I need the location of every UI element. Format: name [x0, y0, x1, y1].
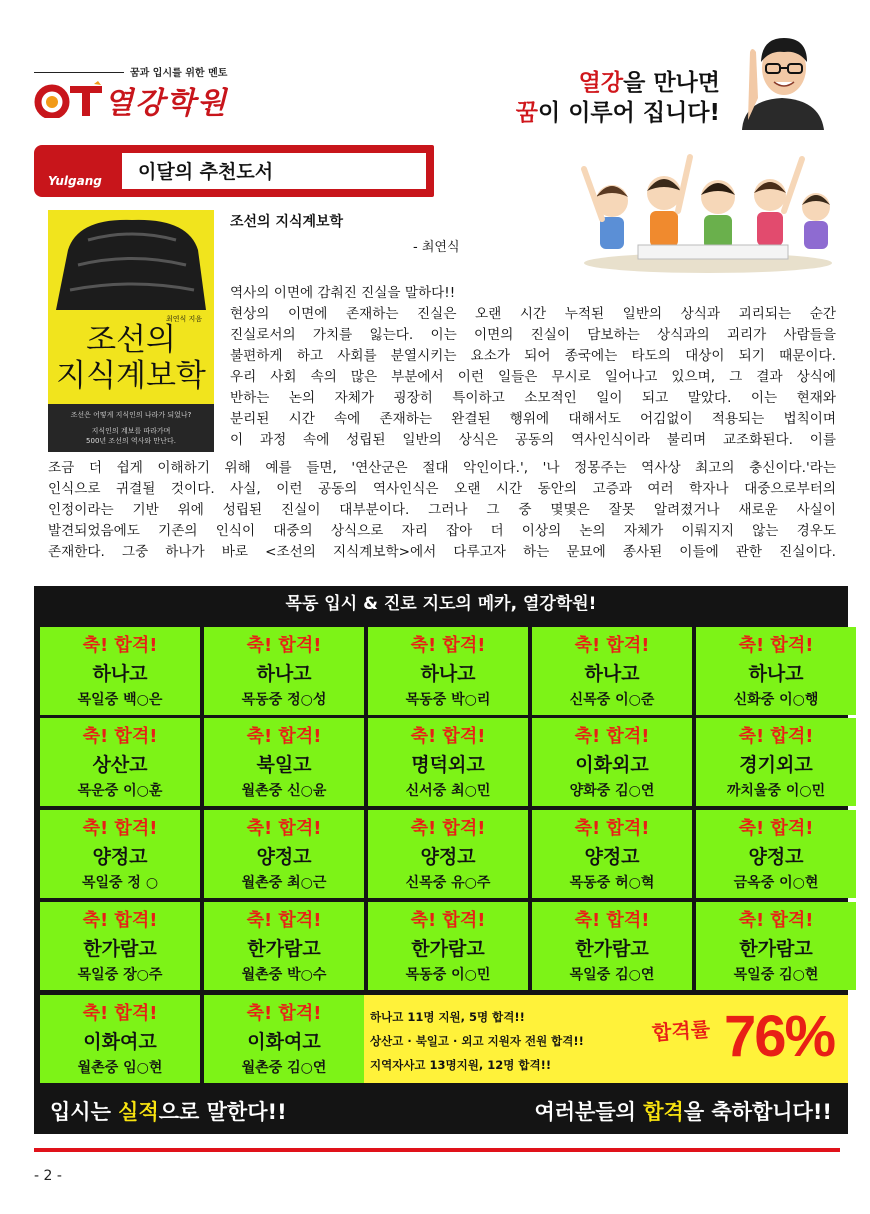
result-card-congrats: 축! 합격!: [738, 726, 814, 747]
result-card-congrats: 축! 합격!: [410, 726, 486, 747]
result-card-school: 한가람고: [739, 938, 813, 960]
footer-right-highlight: 합격: [643, 1100, 684, 1124]
result-card-congrats: 축! 합격!: [410, 635, 486, 656]
students-illustration: [578, 145, 838, 273]
summary-line-3: 지역자사고 13명지원, 12명 합격!!: [370, 1058, 552, 1072]
admission-results-banner: [34, 586, 848, 1134]
results-summary: [364, 995, 848, 1083]
academy-logo-icon: [34, 80, 104, 118]
result-card-school: 양정고: [256, 846, 312, 868]
result-card-school: 한가람고: [575, 938, 649, 960]
footer-left-highlight: 실적: [118, 1100, 159, 1124]
article-line: 현상의 이면에 존재하는 진실은 오랜 시간 누적된 일반의 상식과 괴리되는 순간: [230, 306, 836, 322]
article-line: 반하는 논의 자체가 굉장히 특이하고 소모적인 일이 되고 말았다. 이는 현재와: [230, 390, 836, 406]
result-card-school: 한가람고: [411, 938, 485, 960]
result-card-school: 상산고: [92, 754, 148, 776]
footer-left-part-1: 입시는: [50, 1100, 119, 1124]
pass-rate-label: 합격률: [651, 1017, 711, 1045]
book-cover-desc-2: 500년 조선의 역사와 만난다.: [86, 437, 176, 445]
article-headline: 역사의 이면에 감춰진 진실을 말하다!!: [230, 285, 456, 301]
section-title-bar: [34, 145, 434, 197]
banner-footer-left: [50, 1096, 287, 1126]
section-title: 이달의 추천도서: [138, 161, 274, 183]
result-card: [696, 810, 856, 898]
result-card: [40, 627, 200, 715]
result-card-congrats: 축! 합격!: [246, 726, 322, 747]
result-card-congrats: 축! 합격!: [246, 1003, 322, 1024]
article-line: 발견되었음에도 기존의 인식이 대중의 상식으로 자리 잡아 더 이상의 논의 자체가 이뤄지지 않는 경우도: [48, 523, 836, 539]
result-card-school: 하나고: [420, 663, 476, 685]
result-card-student: 목동중 정○성: [241, 692, 327, 708]
book-author: - 최연식: [413, 240, 460, 255]
result-card-student: 월촌중 최○근: [241, 875, 327, 891]
title-bar-brand: Yulgang: [48, 174, 102, 188]
banner-title: 목동 입시 & 진로 지도의 메카, 열강학원!: [285, 594, 597, 614]
result-card-congrats: 축! 합격!: [410, 818, 486, 839]
result-card: [368, 810, 528, 898]
tagline: 꿈과 입시를 위한 멘토: [130, 68, 228, 79]
result-card-student: 신화중 이○행: [733, 692, 819, 708]
result-card-student: 월촌중 박○수: [241, 967, 327, 983]
result-card: [204, 810, 364, 898]
page-header: [0, 0, 870, 140]
article-narrow-block: [230, 304, 836, 451]
tagline-divider: [34, 72, 124, 73]
result-card-congrats: 축! 합격!: [738, 818, 814, 839]
slogan-text-1: 을 만나면: [623, 70, 720, 96]
article-headline-block: [230, 283, 836, 304]
result-card-school: 명덕외고: [411, 754, 485, 776]
result-card-congrats: 축! 합격!: [82, 726, 158, 747]
result-card: [532, 718, 692, 806]
result-card: [40, 902, 200, 990]
article-line: 진실로서의 가치를 잃는다. 이는 이면의 진실이 담보하는 상식과의 괴리가 사람들을: [230, 327, 836, 343]
result-card: [40, 995, 200, 1083]
result-card-congrats: 축! 합격!: [574, 910, 650, 931]
banner-footer-right: [534, 1096, 832, 1126]
result-card: [204, 902, 364, 990]
result-card-student: 신목중 이○준: [569, 692, 655, 708]
result-card: [368, 718, 528, 806]
result-card-student: 월촌중 임○현: [77, 1060, 163, 1076]
result-card-school: 한가람고: [83, 938, 157, 960]
result-card: [696, 902, 856, 990]
result-card-school: 하나고: [748, 663, 804, 685]
result-card: [368, 627, 528, 715]
article-line: 이 과정 속에 성립된 일반의 상식은 공동의 역사인식이라 불리며 교조화된다. 이를: [230, 432, 836, 448]
book-cover-footer: [48, 404, 214, 452]
result-card: [204, 627, 364, 715]
result-card-student: 목일중 김○현: [733, 967, 819, 983]
result-card-congrats: 축! 합격!: [246, 635, 322, 656]
result-card: [696, 718, 856, 806]
footer-right-part-1: 여러분들의: [534, 1100, 644, 1124]
result-card: [204, 718, 364, 806]
result-card-congrats: 축! 합격!: [82, 1003, 158, 1024]
logo-text: 열강학원: [104, 86, 228, 121]
slogan-highlight-2: 꿈: [515, 100, 538, 126]
result-card-student: 양화중 김○연: [569, 783, 655, 799]
article-wide-block: [48, 458, 836, 563]
result-card-student: 월촌중 신○윤: [241, 783, 327, 799]
slogan-highlight-1: 열강: [578, 70, 624, 96]
page-number: - 2 -: [34, 1168, 62, 1184]
footer-divider: [34, 1148, 840, 1152]
result-card-student: 신서중 최○민: [405, 783, 491, 799]
book-cover-author: 최연식 지음: [165, 315, 202, 323]
result-card-student: 목일중 정 ○: [81, 875, 159, 891]
result-card-student: 금옥중 이○현: [733, 875, 819, 891]
article-line: 인식으로 귀결될 것이다. 사실, 이런 공동의 역사인식은 오랜 시간 동안의 고증과 여러 학자나 대중으로부터의: [48, 481, 836, 497]
article-line: 존재한다. 그중 하나가 바로 <조선의 지식계보학>에서 다루고자 하는 문묘에 종사된 이들에 관한 진실이다.: [48, 544, 836, 560]
footer-left-part-2: 으로 말한다!!: [158, 1100, 287, 1124]
result-card-student: 월촌중 김○연: [241, 1060, 327, 1076]
result-card-student: 까치울중 이○민: [726, 783, 826, 799]
result-card-student: 신목중 유○주: [405, 875, 491, 891]
result-card: [40, 810, 200, 898]
result-card-school: 양정고: [420, 846, 476, 868]
article-line: 인정이라는 기반 위에 성립된 진실이 대부분이다. 그러나 그 중 몇몇은 잘못 알려졌거나 새로운 사실이: [48, 502, 836, 518]
result-card-student: 목동중 허○혁: [569, 875, 655, 891]
result-card-school: 양정고: [92, 846, 148, 868]
result-card-school: 한가람고: [247, 938, 321, 960]
article-line: 불편하게 하고 사회를 분열시키는 요소가 되어 종국에는 타도의 대상이 되기 때문이다.: [230, 348, 836, 364]
article-line: 분리된 시간 속에 존재하는 완결된 행위에 대해서도 어김없이 적용되는 법칙이며: [230, 411, 836, 427]
book-cover-title-2: 지식계보학: [56, 358, 206, 394]
result-card-school: 북일고: [256, 754, 312, 776]
result-card-school: 이화여고: [83, 1031, 157, 1053]
book-cover-subtitle: 조선은 어떻게 지식인의 나라가 되었나?: [70, 411, 192, 419]
mentor-photo: [728, 28, 836, 130]
slogan: [516, 68, 720, 128]
result-card-congrats: 축! 합격!: [574, 726, 650, 747]
result-card-school: 이화여고: [247, 1031, 321, 1053]
result-card-congrats: 축! 합격!: [246, 818, 322, 839]
result-card-student: 목동중 이○민: [405, 967, 491, 983]
article-line: 조금 더 쉽게 이해하기 위해 예를 들면, '연산군은 절대 악인이다.', '나 정몽주는 역사상 최고의 충신이다.'라는: [48, 460, 836, 476]
book-cover-desc-1: 지식인의 계보를 따라가며: [91, 427, 171, 435]
result-card: [696, 627, 856, 715]
article-line: 우리 사회 속의 많은 부분에서 이런 일들은 무시로 일어나고 있으며, 그 결과 상식에: [230, 369, 836, 385]
result-card-congrats: 축! 합격!: [574, 635, 650, 656]
result-card-congrats: 축! 합격!: [738, 635, 814, 656]
result-card-student: 목일중 김○연: [569, 967, 655, 983]
result-card-student: 목운중 이○훈: [77, 783, 163, 799]
footer-right-part-2: 을 축하합니다!!: [683, 1100, 832, 1124]
result-card: [532, 810, 692, 898]
result-card-school: 경기외고: [739, 754, 813, 776]
result-card-school: 이화외고: [575, 754, 649, 776]
result-card-congrats: 축! 합격!: [82, 818, 158, 839]
book-cover: [48, 210, 214, 452]
book-cover-title-1: 조선의: [86, 322, 176, 358]
result-card: [368, 902, 528, 990]
result-card-school: 하나고: [256, 663, 312, 685]
result-card-congrats: 축! 합격!: [410, 910, 486, 931]
result-card-congrats: 축! 합격!: [82, 635, 158, 656]
result-card-congrats: 축! 합격!: [246, 910, 322, 931]
result-card: [532, 627, 692, 715]
result-card-congrats: 축! 합격!: [82, 910, 158, 931]
banner-footer: [34, 1088, 848, 1134]
summary-line-1: 하나고 11명 지원, 5명 합격!!: [370, 1010, 525, 1024]
result-card-school: 양정고: [584, 846, 640, 868]
result-card-school: 하나고: [92, 663, 148, 685]
summary-line-2: 상산고 · 북일고 · 외고 지원자 전원 합격!!: [370, 1034, 584, 1048]
pass-rate-value: 76%: [724, 1004, 835, 1069]
book-title: 조선의 지식계보학: [230, 214, 344, 230]
slogan-text-2: 이 이루어 집니다!: [537, 100, 720, 126]
result-card-school: 하나고: [584, 663, 640, 685]
result-card-student: 목동중 박○리: [405, 692, 491, 708]
book-cover-artwork: [48, 210, 214, 314]
result-card: [40, 718, 200, 806]
result-card-congrats: 축! 합격!: [574, 818, 650, 839]
result-card-student: 목일중 장○주: [77, 967, 163, 983]
result-card-student: 목일중 백○은: [77, 692, 163, 708]
result-card: [532, 902, 692, 990]
result-card-congrats: 축! 합격!: [738, 910, 814, 931]
result-card-school: 양정고: [748, 846, 804, 868]
result-card: [204, 995, 364, 1083]
